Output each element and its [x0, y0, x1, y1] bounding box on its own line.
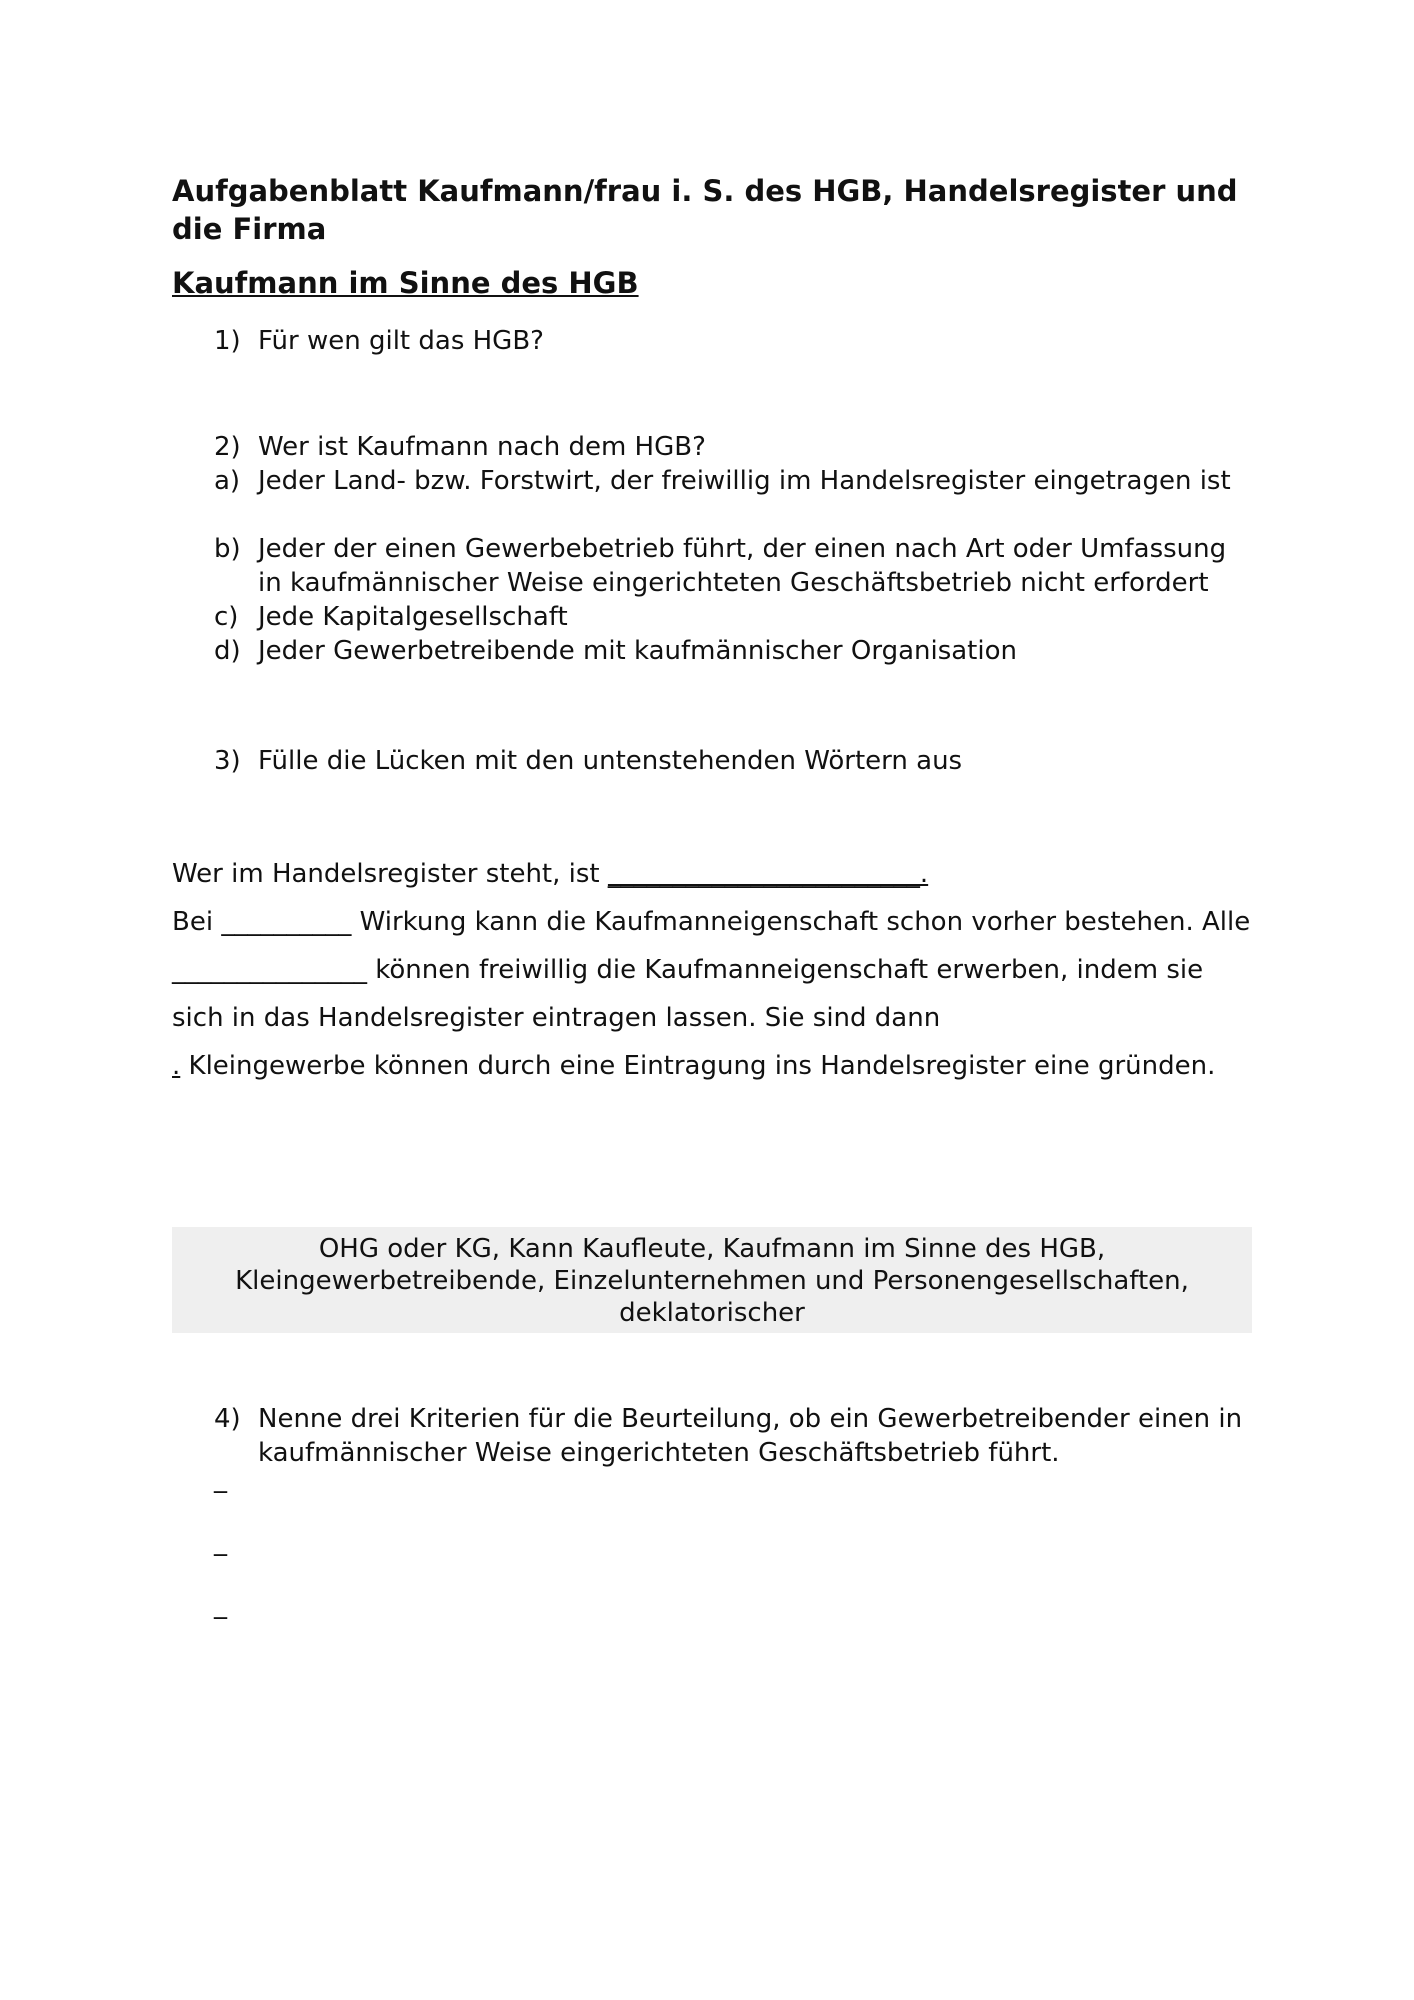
option-label: b): [214, 534, 241, 564]
word-bank-line: OHG oder KG, Kann Kaufleute, Kaufmann im Sinne des HGB,: [318, 1234, 1106, 1264]
answer-line-3[interactable]: _: [214, 1590, 227, 1620]
cloze-blank-1[interactable]: ________________________.: [607, 859, 929, 889]
question-3: [214, 744, 1248, 778]
question-number: 4): [214, 1404, 241, 1434]
cloze-text: Kleingewerbe können durch eine Eintragung ins Handelsregister eine gründen.: [180, 1051, 1216, 1081]
word-bank-line: Kleingewerbetreibende, Einzelunternehmen und Personengesellschaften,: [235, 1266, 1189, 1296]
answer-option-d: [214, 634, 1248, 668]
option-label: a): [214, 466, 241, 496]
cloze-text: Wirkung kann die Kaufmanneigenschaft schon vorher bestehen. Alle: [351, 907, 1251, 937]
option-text: Jeder Land- bzw. Forstwirt, der freiwillig im Handelsregister eingetragen ist: [258, 466, 1231, 496]
option-text: Jede Kapitalgesellschaft: [258, 602, 568, 632]
question-text: Für wen gilt das HGB?: [258, 326, 544, 356]
cloze-text: können freiwillig die Kaufmanneigenschaft erwerben, indem sie sich in das Handelsregister eintragen lassen. Sie sind dann: [172, 955, 1204, 1033]
answer-option-c: [214, 600, 1248, 634]
question-text: Wer ist Kaufmann nach dem HGB?: [258, 432, 706, 462]
option-text: Jeder Gewerbetreibende mit kaufmännischer Organisation: [258, 636, 1017, 666]
question-text: Fülle die Lücken mit den untenstehenden Wörtern aus: [258, 746, 963, 776]
answer-option-a: [214, 464, 1248, 498]
option-label: c): [214, 602, 239, 632]
cloze-text: Wer im Handelsregister steht, ist: [172, 859, 608, 889]
cloze-blank-2[interactable]: __________: [221, 907, 352, 937]
option-label: d): [214, 636, 241, 666]
cloze-paragraph: [172, 850, 1252, 1090]
answer-line-2[interactable]: _: [214, 1527, 227, 1557]
word-bank-box: [172, 1227, 1252, 1333]
cloze-blank-4[interactable]: .: [172, 1051, 181, 1081]
question-text: Nenne drei Kriterien für die Beurteilung, ob ein Gewerbetreibender einen in kaufmännischer Weise eingerichteten Geschäftsbetrieb führt.: [258, 1404, 1243, 1468]
question-number: 2): [214, 432, 241, 462]
question-2: [214, 430, 1248, 464]
word-bank-line: deklatorischer: [619, 1298, 805, 1328]
question-number: 1): [214, 326, 241, 356]
answer-option-b: [214, 532, 1248, 600]
option-text: Jeder der einen Gewerbebetrieb führt, der einen nach Art oder Umfassung in kaufmännischer Weise eingerichteten Geschäftsbetrieb nicht erfordert: [258, 534, 1227, 598]
answer-line-1[interactable]: _: [214, 1464, 227, 1494]
cloze-text: Bei: [172, 907, 222, 937]
cloze-blank-3[interactable]: _______________: [172, 955, 367, 985]
section-heading: Kaufmann im Sinne des HGB: [172, 266, 639, 300]
page-title: Aufgabenblatt Kaufmann/frau i. S. des HGB, Handelsregister und die Firma: [172, 174, 1238, 246]
question-1: [214, 324, 1248, 358]
question-4: [214, 1402, 1248, 1470]
question-number: 3): [214, 746, 241, 776]
